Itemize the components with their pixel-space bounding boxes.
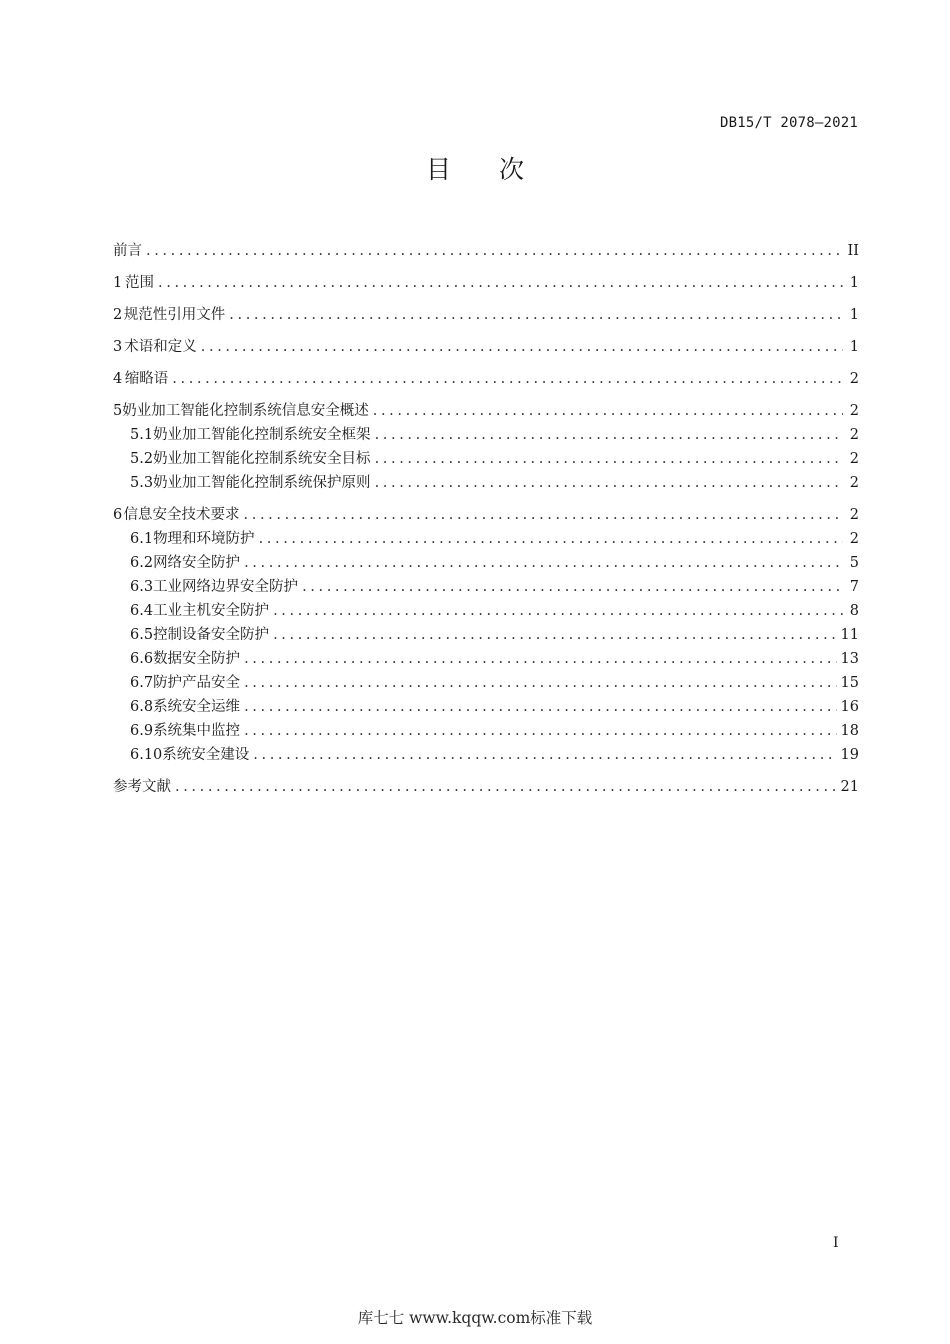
toc-page-number: 15: [840, 675, 859, 691]
toc-section-number: 6.2: [130, 555, 154, 571]
toc-page-number: 2: [849, 371, 859, 387]
toc-leader-dots: [172, 367, 843, 391]
toc-page-number: 18: [840, 723, 859, 739]
toc-entry-label: 工业主机安全防护: [153, 603, 270, 619]
toc-entry-label: 系统集中监控: [153, 723, 241, 739]
toc-page-number: 2: [849, 451, 859, 467]
toc-entry-label: 奶业加工智能化控制系统安全目标: [153, 451, 371, 467]
toc-section-number: 6.8: [130, 699, 154, 715]
toc-leader-dots: [259, 527, 843, 551]
toc-leader-dots: [158, 271, 843, 295]
toc-page-number: 1: [849, 339, 859, 355]
document-code: DB15/T 2078—2021: [719, 115, 858, 131]
toc-section-number: 1: [113, 275, 123, 291]
toc-entry-6-3[interactable]: [113, 575, 859, 599]
toc-entry-1[interactable]: [113, 271, 859, 295]
toc-entry-6[interactable]: [113, 503, 859, 527]
toc-entry-label: 奶业加工智能化控制系统安全框架: [153, 427, 371, 443]
toc-entry-label: 防护产品安全: [153, 675, 241, 691]
toc-page-number: 2: [849, 475, 859, 491]
toc-leader-dots: [375, 423, 843, 447]
page-number: I: [833, 1235, 839, 1251]
toc-page-number: 11: [840, 627, 859, 643]
toc-page-number: 8: [849, 603, 859, 619]
toc-page-number: 1: [849, 307, 859, 323]
watermark-text: 库七七 www.kqqw.com标准下载: [357, 1309, 593, 1327]
toc-leader-dots: [375, 471, 843, 495]
toc-entry-label: 系统安全运维: [153, 699, 241, 715]
toc-leader-dots: [244, 719, 836, 743]
toc-section-number: 2: [113, 307, 123, 323]
toc-leader-dots: [273, 599, 843, 623]
toc-entry-label: 控制设备安全防护: [153, 627, 270, 643]
toc-page-number: 13: [840, 651, 859, 667]
toc-leader-dots: [244, 647, 836, 671]
toc-entry-label: 系统安全建设: [162, 747, 250, 763]
table-of-contents: [113, 239, 859, 799]
toc-entry-6-6[interactable]: [113, 647, 859, 671]
toc-entry-label: 参考文献: [113, 779, 171, 795]
toc-entry-references[interactable]: [113, 775, 859, 799]
toc-page-number: 1: [849, 275, 859, 291]
toc-entry-preface[interactable]: [113, 239, 859, 263]
toc-leader-dots: [244, 503, 843, 527]
toc-page-number: 16: [840, 699, 859, 715]
toc-section-number: 6.7: [130, 675, 154, 691]
toc-entry-6-1[interactable]: [113, 527, 859, 551]
toc-section-number: 6.5: [130, 627, 154, 643]
toc-leader-dots: [373, 399, 843, 423]
toc-section-number: 6.4: [130, 603, 154, 619]
toc-section-number: 3: [113, 339, 123, 355]
toc-section-number: 5.1: [130, 427, 154, 443]
toc-leader-dots: [253, 743, 836, 767]
toc-section-number: 6.9: [130, 723, 154, 739]
toc-entry-label: 缩略语: [124, 371, 169, 387]
toc-entry-label: 术语和定义: [124, 339, 197, 355]
toc-section-number: 5.3: [130, 475, 154, 491]
toc-entry-label: 物理和环境防护: [153, 531, 255, 547]
toc-page-number: 21: [840, 779, 859, 795]
toc-entry-label: 奶业加工智能化控制系统保护原则: [153, 475, 371, 491]
toc-leader-dots: [201, 335, 843, 359]
toc-section-number: 5: [113, 403, 123, 419]
toc-entry-5-1[interactable]: [113, 423, 859, 447]
toc-entry-5-3[interactable]: [113, 471, 859, 495]
toc-leader-dots: [273, 623, 836, 647]
toc-entry-6-2[interactable]: [113, 551, 859, 575]
toc-page-number: 2: [849, 403, 859, 419]
toc-entry-label: 范围: [125, 275, 155, 291]
toc-entry-label: 数据安全防护: [153, 651, 241, 667]
toc-entry-5-2[interactable]: [113, 447, 859, 471]
toc-entry-label: 工业网络边界安全防护: [153, 579, 299, 595]
toc-entry-label: 网络安全防护: [153, 555, 241, 571]
toc-entry-6-4[interactable]: [113, 599, 859, 623]
toc-leader-dots: [244, 695, 836, 719]
toc-section-number: 5.2: [130, 451, 154, 467]
toc-entry-6-5[interactable]: [113, 623, 859, 647]
toc-page-number: 7: [849, 579, 859, 595]
toc-page-number: 2: [849, 427, 859, 443]
toc-leader-dots: [375, 447, 843, 471]
toc-entry-label: 信息安全技术要求: [123, 507, 240, 523]
toc-entry-4[interactable]: [113, 367, 859, 391]
toc-page-number: 19: [840, 747, 859, 763]
toc-page-number: 5: [849, 555, 859, 571]
toc-entry-label: 规范性引用文件: [123, 307, 226, 323]
toc-page-number: 2: [849, 531, 859, 547]
toc-leader-dots: [146, 239, 843, 263]
toc-entry-6-7[interactable]: [113, 671, 859, 695]
toc-leader-dots: [175, 775, 837, 799]
toc-section-number: 6.1: [130, 531, 154, 547]
toc-page-number: II: [847, 243, 859, 259]
toc-section-number: 6.3: [130, 579, 154, 595]
toc-entry-6-8[interactable]: [113, 695, 859, 719]
toc-leader-dots: [302, 575, 843, 599]
toc-section-number: 4: [113, 371, 123, 387]
toc-leader-dots: [229, 303, 843, 327]
page-title: 目次: [425, 155, 572, 184]
toc-entry-6-10[interactable]: [113, 743, 859, 767]
toc-entry-6-9[interactable]: [113, 719, 859, 743]
toc-page-number: 2: [849, 507, 859, 523]
toc-section-number: 6.6: [130, 651, 154, 667]
toc-entry-label: 前言: [113, 243, 142, 259]
toc-entry-5[interactable]: [113, 399, 859, 423]
toc-entry-2[interactable]: [113, 303, 859, 327]
toc-section-number: 6.10: [130, 747, 163, 763]
toc-section-number: 6: [113, 507, 123, 523]
toc-entry-3[interactable]: [113, 335, 859, 359]
toc-leader-dots: [244, 671, 836, 695]
toc-entry-label: 奶业加工智能化控制系统信息安全概述: [122, 403, 369, 419]
toc-leader-dots: [244, 551, 843, 575]
